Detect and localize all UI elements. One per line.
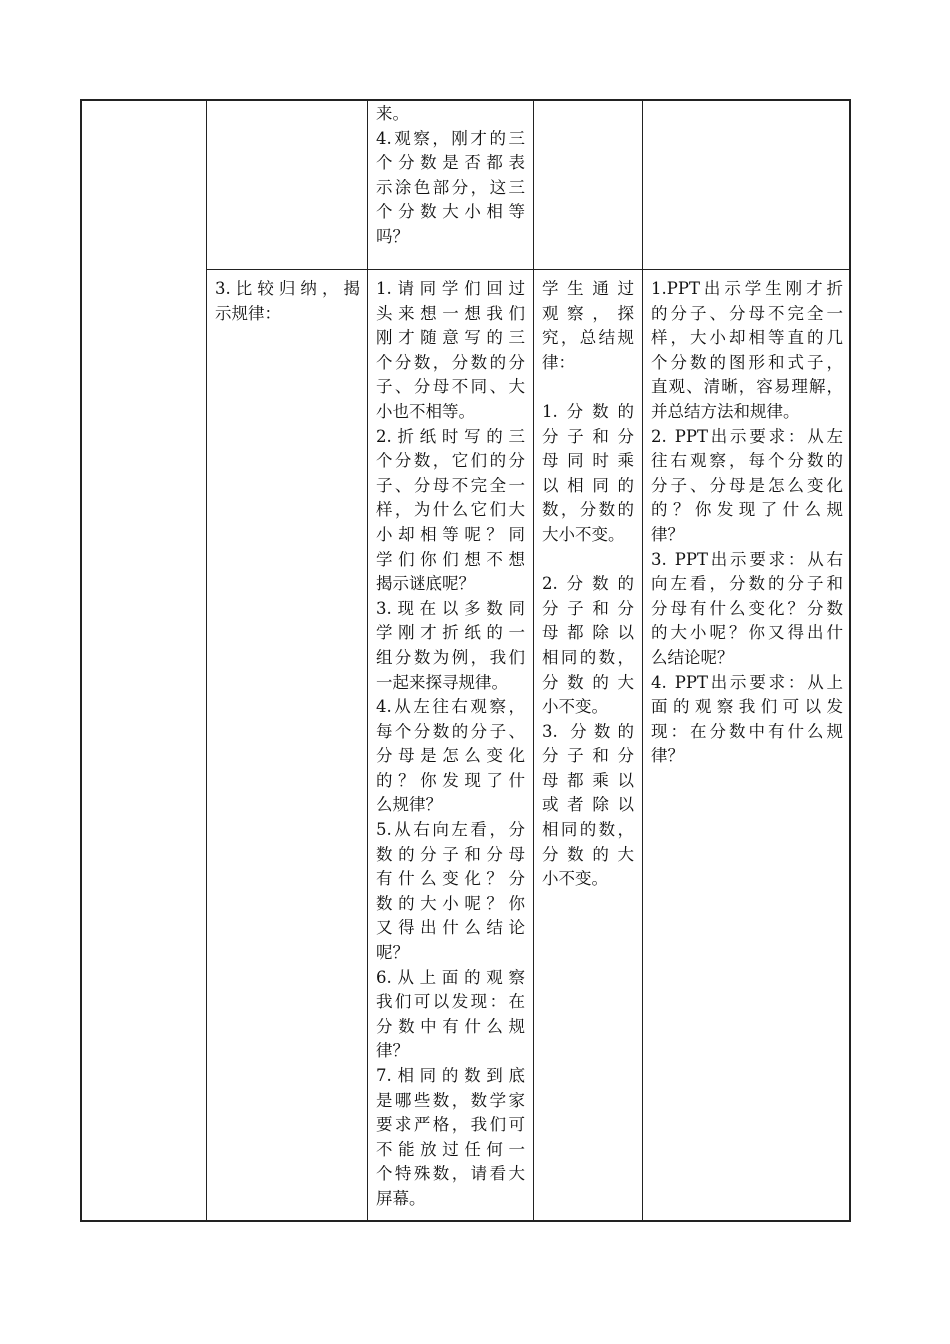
text-line: 小却相等呢？同 (376, 524, 525, 544)
text-line: 么结论呢？ (651, 647, 734, 667)
text-line: 小也不相等。 (376, 401, 475, 421)
text-line: 面的观察我们可以发 (651, 697, 843, 717)
text-line: 个分数，它们的分 (376, 451, 525, 471)
text-line: 律？ (651, 746, 684, 766)
text-line: 以相同的 (542, 475, 634, 495)
text-line: 呢？ (376, 943, 409, 963)
text-line: 子、分母不同、大 (376, 377, 525, 397)
blank-line (542, 375, 634, 400)
text-line: 小不变。 (542, 869, 608, 889)
text-line: 数的大小呢？你 (376, 893, 525, 913)
text-line: 的分子、分母不完全一 (651, 303, 843, 323)
text-line: 2.折纸时写的三 (376, 426, 525, 446)
blank-line (542, 548, 634, 573)
text-line: 不能放过任何一 (376, 1139, 525, 1159)
text-line: 刚才随意写的三 (376, 328, 525, 348)
text-line: 示涂色部分，这三 (376, 177, 525, 197)
text-line: 母同时乘 (542, 451, 634, 471)
text-line: 6.从上面的观察 (376, 967, 525, 987)
text-line: 分母有什么变化？分数 (651, 598, 843, 618)
text-line: 分数中有什么规 (376, 1016, 525, 1036)
text-line: 揭示谜底呢？ (376, 574, 475, 594)
text-line: 律？ (651, 524, 684, 544)
text-line: 究，总结规 (542, 328, 634, 348)
text-line: 2.分数的 (542, 574, 634, 594)
text-line: 母都乘以 (542, 770, 634, 790)
text-line: 3. PPT出示要求：从右 (651, 549, 843, 569)
text-line: 向左看，分数的分子和 (651, 574, 843, 594)
text-line: 是哪些数，数学家 (376, 1090, 525, 1110)
text-line: 来。 (376, 104, 409, 123)
text-line: 大小不变。 (542, 524, 625, 544)
text-line: 分子、分母是怎么变化 (651, 475, 843, 495)
text-line: 4.观察，刚才的三 (376, 128, 525, 148)
text-line: 7.相同的数到底 (376, 1066, 525, 1085)
text-line: 分数的大 (542, 672, 634, 692)
text-line: 分子和分 (542, 426, 634, 446)
text-line: 律： (542, 352, 575, 372)
text-line: 3. 分数的 (542, 721, 634, 741)
text-line: 分数的大 (542, 844, 634, 864)
text-line: 观察，探 (542, 303, 634, 323)
text-line: 吗？ (376, 226, 409, 246)
text-line: 头来想一想我们 (376, 303, 525, 323)
row2-student-activity-cell (542, 277, 634, 892)
text-line: 组分数为例，我们 (376, 647, 525, 667)
text-line: 个特殊数，请看大 (376, 1164, 525, 1184)
text-line: 数的分子和分母 (376, 844, 525, 864)
text-line: 5.从右向左看，分 (376, 820, 525, 840)
text-line: 又得出什么结论 (376, 918, 525, 938)
text-line: 有什么变化？分 (376, 869, 525, 889)
text-line: 3.比较归纳，揭 (215, 279, 360, 298)
text-line: 现：在分数中有什么规 (651, 721, 843, 741)
text-line: 往右观察，每个分数的 (651, 451, 843, 471)
text-line: 示规律： (215, 303, 281, 323)
text-line: 1.分数的 (542, 401, 634, 421)
text-line: 或者除以 (542, 795, 634, 815)
row2-teacher-activity-cell (376, 277, 525, 1212)
text-line: 子、分母不完全一 (376, 475, 525, 495)
text-line: 么规律？ (376, 795, 442, 815)
text-line: 要求严格，我们可 (376, 1115, 525, 1135)
text-line: 直观、清晰，容易理解， (651, 377, 843, 397)
text-line: 屏幕。 (376, 1188, 426, 1208)
row1-activity-cell (376, 102, 525, 250)
text-line: 小不变。 (542, 697, 608, 717)
text-line: 分子和分 (542, 598, 634, 618)
text-line: 4.从左往右观察， (376, 697, 525, 717)
text-line: 的？你发现了什 (376, 770, 525, 790)
text-line: 个分数的图形和式子， (651, 352, 843, 372)
text-line: 相同的数， (542, 647, 634, 667)
lesson-plan-table (80, 99, 851, 1222)
row2-stage-cell (215, 277, 360, 326)
text-line: 母都除以 (542, 623, 634, 643)
text-line: 4. PPT出示要求：从上 (651, 672, 843, 692)
text-line: 相同的数， (542, 820, 634, 840)
text-line: 的大小呢？你又得出什 (651, 623, 843, 643)
text-line: 3.现在以多数同 (376, 598, 525, 618)
text-line: 1.请同学们回过 (376, 279, 525, 298)
row2-design-intent-cell (651, 277, 843, 769)
text-line: 个分数，分数的分 (376, 352, 525, 372)
text-line: 学刚才折纸的一 (376, 623, 525, 643)
text-line: 每个分数的分子、 (376, 721, 525, 741)
text-line: 样，大小却相等直的几 (651, 328, 843, 348)
text-line: 1.PPT出示学生刚才折 (651, 279, 843, 298)
text-line: 律？ (376, 1041, 409, 1061)
text-line: 的？你发现了什么规 (651, 500, 843, 520)
text-line: 分子和分 (542, 746, 634, 766)
text-line: 2. PPT出示要求：从左 (651, 426, 843, 446)
text-line: 样，为什么它们大 (376, 500, 525, 520)
text-line: 一起来探寻规律。 (376, 672, 508, 692)
row-divider (206, 269, 849, 270)
text-line: 分母是怎么变化 (376, 746, 525, 766)
text-line: 我们可以发现：在 (376, 992, 525, 1012)
text-line: 个分数是否都表 (376, 153, 525, 173)
text-line: 并总结方法和规律。 (651, 401, 800, 421)
text-line: 学们你们想不想 (376, 549, 525, 569)
text-line: 学生通过 (542, 279, 634, 298)
text-line: 个分数大小相等 (376, 202, 525, 222)
text-line: 数，分数的 (542, 500, 634, 520)
